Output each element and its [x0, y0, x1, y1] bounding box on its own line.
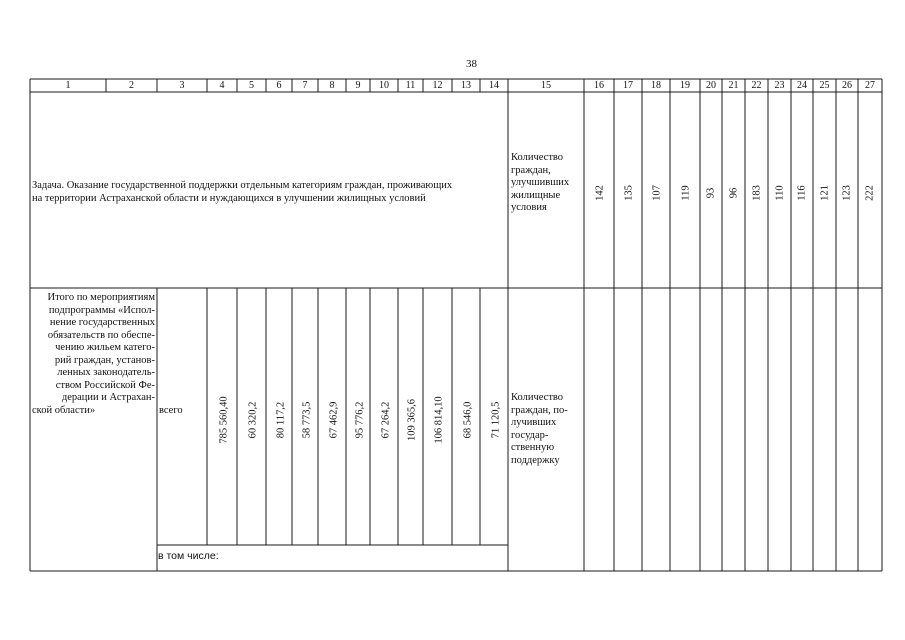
page-number: 38 [466, 58, 477, 70]
col-header-2: 2 [129, 80, 134, 91]
col-header-7: 7 [302, 80, 308, 91]
funding-source: всего [159, 405, 183, 416]
description-line: ской области» [32, 404, 96, 416]
task-value-17: 135 [623, 185, 635, 201]
task-value-16: 142 [594, 185, 606, 201]
col-header-25: 25 [819, 80, 830, 91]
task-value-27: 222 [864, 185, 876, 201]
col-header-27: 27 [865, 80, 875, 91]
description-line: рий граждан, установ- [54, 354, 155, 366]
col-header-9: 9 [355, 80, 361, 91]
amount-col-6: 80 117,2 [275, 401, 287, 439]
amount-col-4: 785 560,40 [218, 396, 230, 444]
col-header-22: 22 [751, 80, 762, 91]
col-header-4: 4 [219, 80, 225, 91]
col-header-26: 26 [842, 80, 852, 91]
col-header-10: 10 [379, 80, 389, 91]
col-header-1: 1 [65, 80, 71, 91]
col-header-20: 20 [706, 80, 716, 91]
col-header-3: 3 [179, 80, 185, 91]
col-header-6: 6 [276, 80, 282, 91]
description-line: дерации и Астрахан- [61, 392, 155, 403]
col-header-14: 14 [489, 80, 499, 91]
col-header-15: 15 [541, 80, 551, 91]
indicator-line: Количество [511, 392, 564, 403]
task-value-26: 123 [841, 185, 853, 201]
description-line: ленных законодатель- [57, 367, 155, 378]
col-header-23: 23 [774, 80, 785, 91]
col-header-17: 17 [623, 80, 633, 91]
col-header-8: 8 [329, 80, 335, 91]
task-text [32, 180, 506, 205]
col-header-24: 24 [797, 80, 807, 91]
amount-col-7: 58 773,5 [301, 401, 313, 439]
description-line: подпрограммы «Испол- [48, 304, 155, 316]
task-text-line: Задача. Оказание государственной поддержки отдельным категориям граждан, проживающих [32, 180, 453, 191]
indicator-line: Количество [511, 152, 564, 163]
amount-col-8: 67 462,9 [328, 401, 340, 439]
indicator-line: поддержку [511, 454, 560, 466]
col-header-13: 13 [461, 80, 471, 91]
col-header-11: 11 [405, 80, 416, 91]
task-indicator [511, 152, 583, 215]
task-value-24: 116 [796, 185, 808, 201]
col-header-18: 18 [651, 80, 661, 91]
col-header-5: 5 [249, 80, 254, 91]
including-label: в том числе: [158, 550, 219, 562]
total-indicator [511, 392, 583, 467]
task-value-23: 110 [774, 185, 786, 201]
indicator-line: условия [511, 202, 547, 213]
description-line: нение государственных [49, 317, 155, 328]
task-value-19: 119 [680, 185, 692, 201]
indicator-line: государ- [511, 429, 549, 441]
amount-col-12: 106 814,10 [433, 396, 445, 444]
indicator-line: граждан, по- [511, 404, 568, 416]
amount-col-14: 71 120,5 [490, 401, 502, 439]
indicator-line: улучшивших [511, 177, 570, 188]
task-value-21: 96 [728, 187, 740, 199]
col-header-19: 19 [680, 80, 690, 91]
indicator-line: жилищные [511, 189, 561, 201]
col-header-21: 21 [728, 80, 739, 91]
amount-col-5: 60 320,2 [247, 401, 259, 439]
amount-col-9: 95 776,2 [354, 401, 366, 439]
description-line: ством Российской Фе- [55, 379, 155, 391]
description-line: чению жильем катего- [55, 342, 155, 353]
col-header-16: 16 [594, 80, 604, 91]
indicator-line: лучивших [511, 417, 557, 428]
amount-col-11: 109 365,6 [406, 399, 418, 441]
description-line: Итого по мероприятиям [47, 292, 155, 303]
indicator-line: ственную [511, 442, 555, 453]
task-text-line: на территории Астраханской области и нуждающихся в улучшении жилищных условий [32, 192, 426, 204]
task-value-22: 183 [751, 185, 763, 201]
indicator-line: граждан, [511, 164, 551, 176]
task-value-18: 107 [651, 185, 663, 201]
description-line: обязательств по обеспе- [47, 329, 155, 341]
task-value-20: 93 [705, 187, 717, 199]
col-header-12: 12 [432, 80, 443, 91]
total-description [32, 292, 155, 417]
task-value-25: 121 [819, 185, 831, 201]
amount-col-13: 68 546,0 [462, 401, 474, 439]
amount-col-10: 67 264,2 [380, 401, 392, 439]
